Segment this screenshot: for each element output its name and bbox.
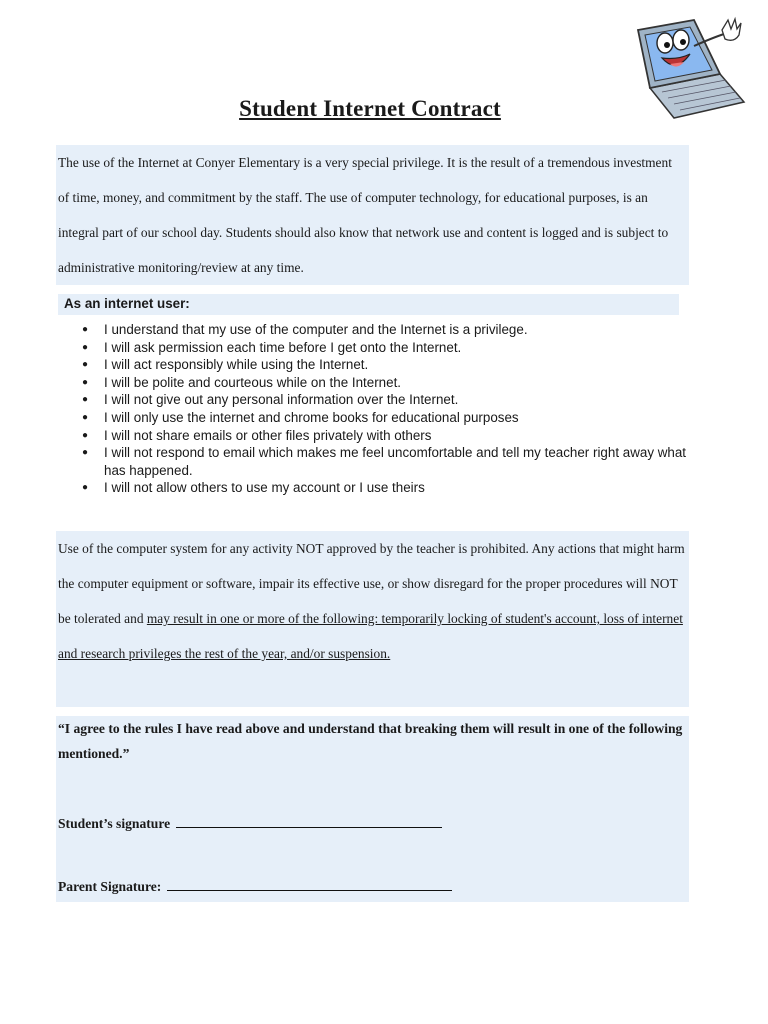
rule-item: ● I will not give out any personal information over the Internet.: [82, 391, 692, 409]
page-title: Student Internet Contract: [239, 96, 501, 121]
intro-section: [56, 145, 689, 285]
consequence-text: Use of the computer system for any activity NOT approved by the teacher is prohibited. Any actions that might harm the computer equipment or software, impair its effective use, or show disregard for the proper procedures will NOT be tolerated and: [58, 541, 685, 626]
rule-item: ● I will be polite and courteous while on the Internet.: [82, 374, 692, 392]
consequence-section: [56, 531, 689, 707]
laptop-mascot-icon: [632, 16, 750, 126]
student-signature-label: Student’s signature: [58, 816, 171, 831]
rule-item: ● I will not share emails or other files privately with others: [82, 427, 692, 445]
rule-item: ● I will not respond to email which makes me feel uncomfortable and tell my teacher right away what has happened.: [82, 444, 692, 479]
rule-item: ● I will not allow others to use my account or I use theirs: [82, 479, 692, 497]
agreement-statement: “I agree to the rules I have read above and understand that breaking them will result in one of the following mentioned.”: [58, 721, 683, 761]
agreement-section: [56, 716, 689, 902]
rule-item: ● I understand that my use of the computer and the Internet is a privilege.: [82, 321, 692, 339]
rules-heading: As an internet user:: [58, 294, 679, 315]
parent-signature-label: Parent Signature:: [58, 879, 162, 894]
student-signature-line[interactable]: [176, 813, 442, 828]
parent-signature-line[interactable]: [167, 876, 452, 891]
student-signature-row: [58, 813, 442, 834]
rule-item: ● I will only use the internet and chrome books for educational purposes: [82, 409, 692, 427]
parent-signature-row: [58, 876, 452, 897]
consequence-paragraph: [58, 531, 687, 671]
consequence-underlined-text: may result in one or more of the following: temporarily locking of student's account, loss of internet and research privileges the rest of the year, and/or suspension.: [58, 611, 683, 661]
rules-list: [82, 321, 692, 497]
rule-item: ● I will ask permission each time before I get onto the Internet.: [82, 339, 692, 357]
rule-item: ● I will act responsibly while using the Internet.: [82, 356, 692, 374]
intro-paragraph: The use of the Internet at Conyer Elementary is a very special privilege. It is the result of a tremendous investment of time, money, and commitment by the staff. The use of computer technology, for educational purposes, is an integral part of our school day. Students should also know that network use and content is logged and is subject to administrative monitoring/review at any time.: [58, 155, 672, 275]
